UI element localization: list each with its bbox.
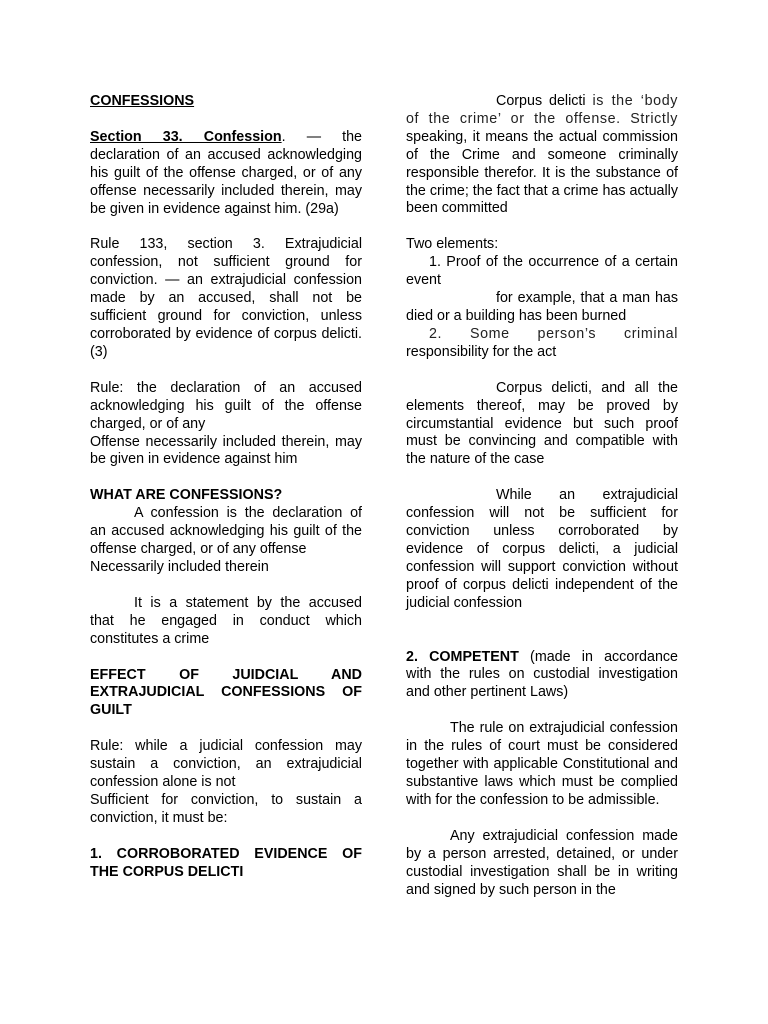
- while-paragraph: While an extrajudicial confession will not be sufficient for conviction unless corroborated by evidence of corpus delicti, a judicial confession will support conviction without proof of corpus delicti independent of the judicial confession: [406, 487, 678, 611]
- corpus-proved-paragraph: Corpus delicti, and all the elements thereof, may be proved by circumstantial evidence but such proof must be convincing and compatible with the nature of the case: [406, 379, 678, 468]
- competent-paragraph: 2. COMPETENT (made in accordance with the rules on custodial investigation and other pertinent Laws): [406, 648, 679, 701]
- what-heading: WHAT ARE CONFESSIONS?: [90, 487, 283, 504]
- corroborated-heading: 1. CORROBORATED EVIDENCE OF THE CORPUS DELICTI: [90, 845, 362, 880]
- rule2-paragraph: Rule: while a judicial confession may sustain a conviction, an extrajudicial confession alone is not: [90, 738, 362, 791]
- competent-heading: 2. COMPETENT: [406, 648, 519, 665]
- section-33-heading: Section 33. Confession: [90, 128, 282, 145]
- corpus-paragraph: Corpus delicti is the ‘body of the crime’ or the offense. Strictly speaking, it means the actual commission of the Crime and someone criminally responsible therefor. It is the substance of the crime; the fact that a crime has actually been committed: [406, 93, 678, 217]
- two-elements-label: Two elements:: [406, 236, 499, 253]
- what-paragraph: A confession is the declaration of an accused acknowledging his guilt of the offense charged, or of any offense: [90, 505, 362, 558]
- rule-paragraph: Rule: the declaration of an accused acknowledging his guilt of the offense charged, or of any: [90, 379, 362, 432]
- element-2: 2. Some person’s criminal responsibility for the act: [406, 325, 678, 360]
- doc-title: CONFESSIONS: [90, 93, 195, 109]
- effect-heading: EFFECT OF JUIDCIAL AND EXTRAJUDICIAL CONFESSIONS OF GUILT: [90, 666, 362, 719]
- rule-extrajudicial-paragraph: The rule on extrajudicial confession in the rules of court must be considered together with applicable Constitutional and substantive laws which must be complied with for the confession to be admissible.: [406, 720, 678, 808]
- rule2-paragraph-cont: Sufficient for conviction, to sustain a conviction, it must be:: [90, 792, 362, 826]
- element-1: 1. Proof of the occurrence of a certain event: [406, 254, 678, 289]
- right-column: [406, 93, 678, 899]
- rule-paragraph-cont: Offense necessarily included therein, may be given in evidence against him: [90, 433, 362, 468]
- example-paragraph: for example, that a man has died or a building has been burned: [406, 290, 678, 324]
- section-33-paragraph: Section 33. Confession. — the declaration of an accused acknowledging his guilt of the offense charged, or of any offense necessarily included therein, may be given in evidence against him. (29a): [90, 128, 362, 217]
- rule-133-paragraph: Rule 133, section 3. Extrajudicial confession, not sufficient ground for conviction. — an extrajudicial confession made by an accused, shall not be sufficient ground for conviction, unless corroborated by evidence of corpus delicti. (3): [90, 236, 362, 360]
- statement-paragraph: It is a statement by the accused that he engaged in conduct which constitutes a crime: [90, 594, 362, 647]
- what-paragraph-cont: Necessarily included therein: [90, 558, 269, 575]
- any-extrajudicial-paragraph: Any extrajudicial confession made by a person arrested, detained, or under custodial investigation shall be in writing and signed by such person in the: [406, 827, 678, 898]
- left-column: [90, 93, 362, 882]
